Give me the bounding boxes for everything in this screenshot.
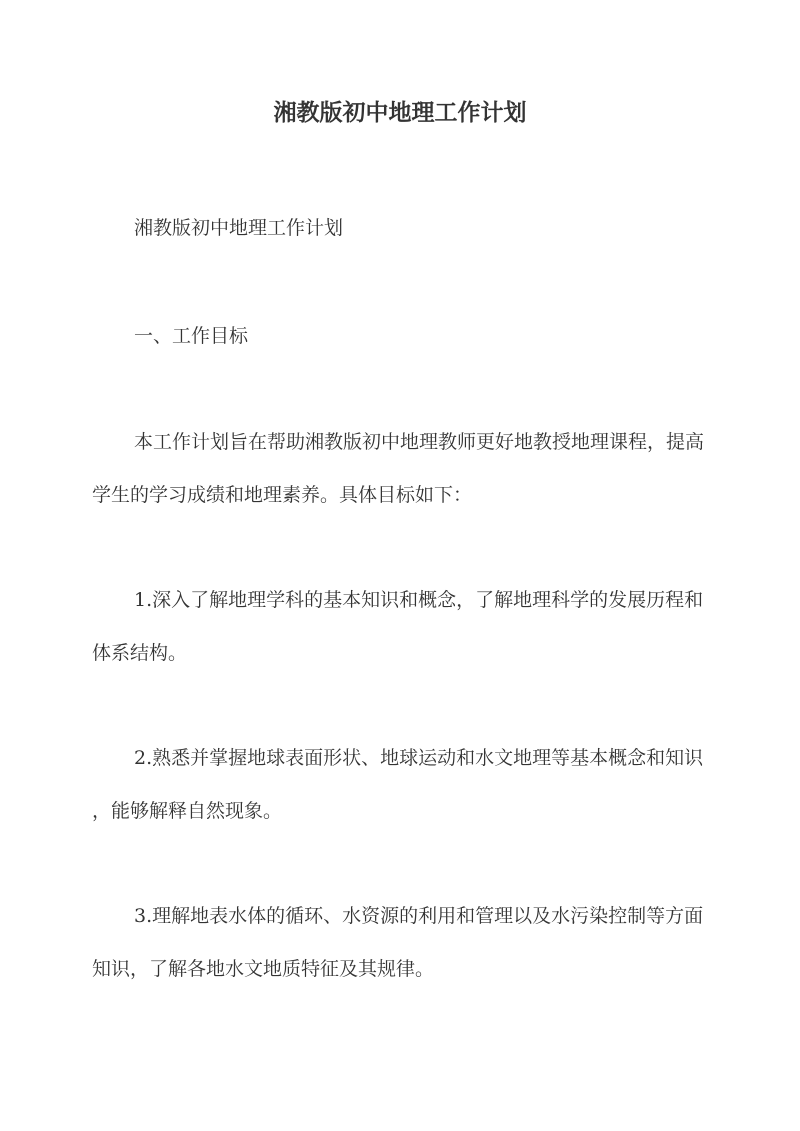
section-heading-goals [92,310,704,363]
intro-line-2: 学生的学习成绩和地理素养。具体目标如下： [92,484,473,506]
goal-item-3 [92,890,704,996]
goal-item-2-line-2: ，能够解释自然现象。 [92,800,283,822]
goal-item-3-line-1: 3.理解地表水体的循环、水资源的利用和管理以及水污染控制等方面 [134,905,704,927]
intro-paragraph [92,416,704,522]
goal-item-1-line-2: 体系结构。 [92,642,188,664]
document-subtitle [92,202,704,255]
goal-item-3-line-2: 知识，了解各地水文地质特征及其规律。 [92,958,435,980]
goal-item-1-line-1: 1.深入了解地理学科的基本知识和概念，了解地理科学的发展历程和 [134,589,704,611]
intro-line-1: 本工作计划旨在帮助湘教版初中地理教师更好地教授地理课程，提高 [134,431,705,453]
goal-item-2-line-1: 2.熟悉并掌握地球表面形状、地球运动和水文地理等基本概念和知识 [134,747,704,769]
subtitle-text: 湘教版初中地理工作计划 [134,217,344,239]
goal-item-1 [92,574,704,680]
document-title: 湘教版初中地理工作计划 [273,99,527,126]
section-heading-text: 一、工作目标 [134,325,249,347]
goal-item-2 [92,732,704,838]
